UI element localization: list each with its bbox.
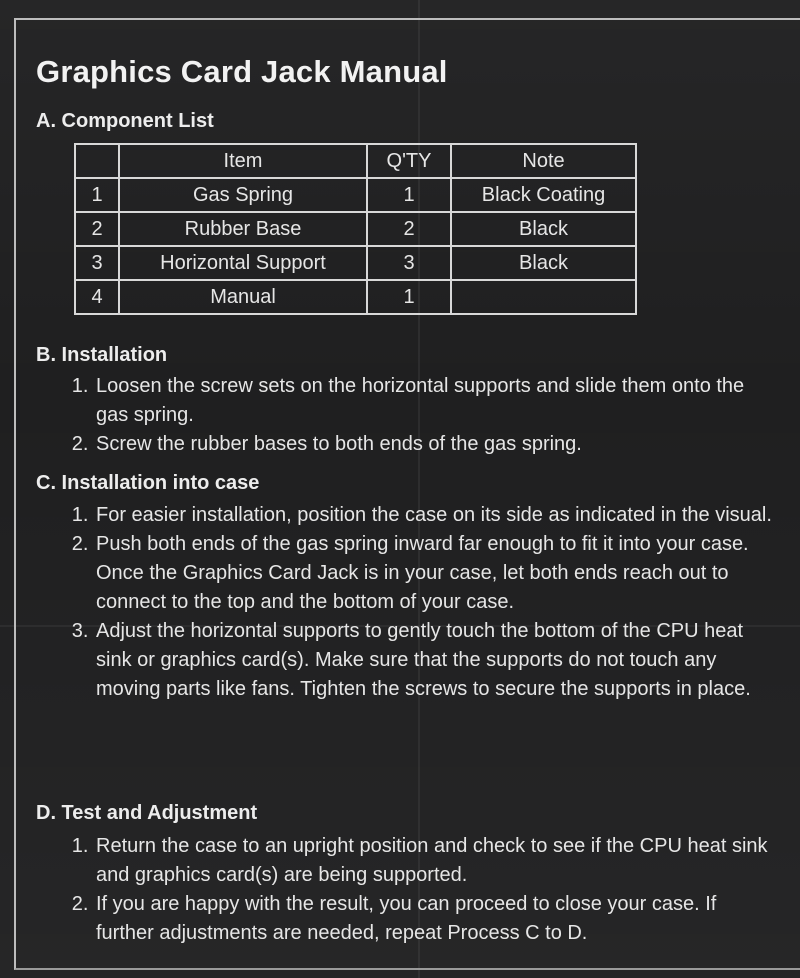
table-row: [75, 212, 636, 246]
table-header-cell: Note: [451, 144, 636, 178]
table-cell: 3: [75, 246, 119, 280]
list-item: 2. If you are happy with the result, you can proceed to close your case. If further adjustments are needed, repeat Process C to D.: [94, 890, 774, 948]
manual-title: Graphics Card Jack Manual: [36, 54, 448, 89]
table-cell: 1: [367, 178, 451, 212]
component-table: [74, 143, 637, 315]
list-item: 2. Screw the rubber bases to both ends of the gas spring.: [94, 430, 754, 459]
list-item: 1. Loosen the screw sets on the horizontal supports and slide them onto the gas spring.: [94, 372, 754, 430]
list-item: 3. Adjust the horizontal supports to gently touch the bottom of the CPU heat sink or graphics card(s). Make sure that the supports do not touch any moving parts like fans. Tighten the screws to secure the supports in place.: [94, 617, 774, 704]
table-cell: Black Coating: [451, 178, 636, 212]
table-header-cell: [75, 144, 119, 178]
table-header-cell: Item: [119, 144, 367, 178]
table-cell: 3: [367, 246, 451, 280]
table-cell: Gas Spring: [119, 178, 367, 212]
table-cell: Manual: [119, 280, 367, 314]
table-header-row: [75, 144, 636, 178]
section-d-steps: [64, 832, 774, 948]
section-d-heading: D. Test and Adjustment: [36, 802, 258, 824]
table-cell: 1: [75, 178, 119, 212]
table-header-cell: Q'TY: [367, 144, 451, 178]
section-c-steps: [64, 501, 774, 704]
table-cell: 2: [367, 212, 451, 246]
list-item: 1. Return the case to an upright position and check to see if the CPU heat sink and graphics card(s) are being supported.: [94, 832, 774, 890]
section-c-heading: C. Installation into case: [36, 472, 260, 494]
list-item: 2. Push both ends of the gas spring inward far enough to fit it into your case. Once the Graphics Card Jack is in your case, let both ends reach out to connect to the top and the bottom of your case.: [94, 530, 774, 617]
section-b-heading: B. Installation: [36, 344, 168, 366]
table-cell: Black: [451, 246, 636, 280]
table-cell: 1: [367, 280, 451, 314]
table-cell: Black: [451, 212, 636, 246]
section-b-steps: [64, 372, 754, 459]
table-cell: 2: [75, 212, 119, 246]
list-item: 1. For easier installation, position the case on its side as indicated in the visual.: [94, 501, 774, 530]
table-cell: Rubber Base: [119, 212, 367, 246]
section-a-heading: A. Component List: [36, 110, 214, 132]
table-cell: [451, 280, 636, 314]
table-cell: 4: [75, 280, 119, 314]
table-row: [75, 280, 636, 314]
table-row: [75, 246, 636, 280]
table-cell: Horizontal Support: [119, 246, 367, 280]
table-row: [75, 178, 636, 212]
